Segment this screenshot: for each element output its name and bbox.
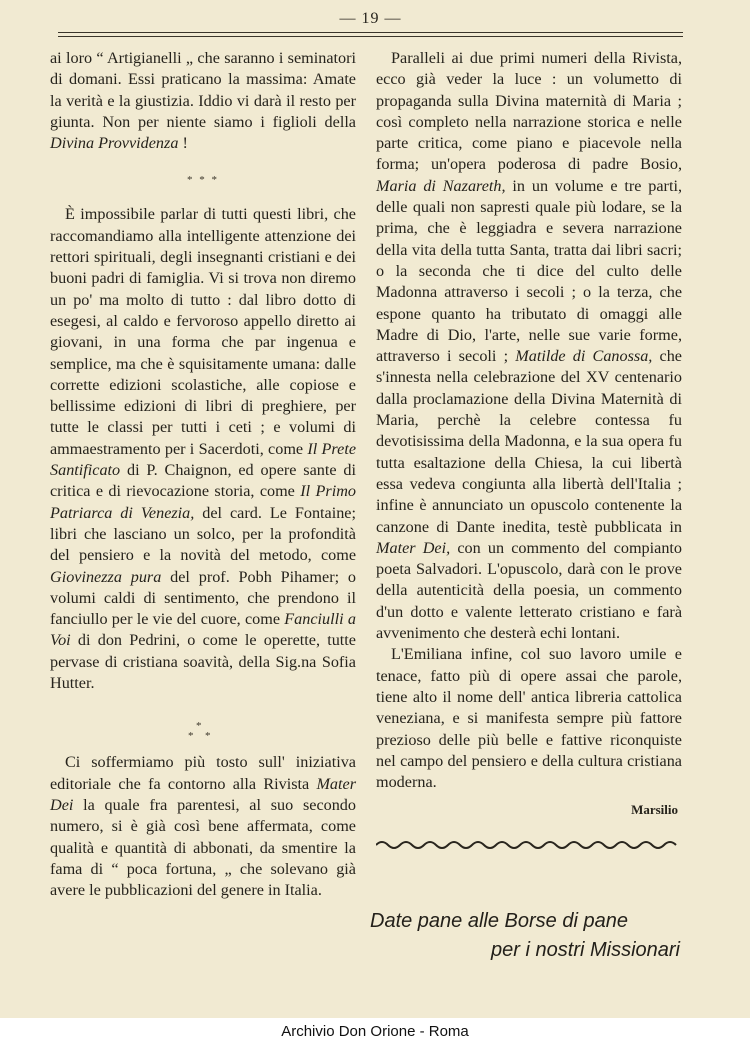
header-rule-lower (58, 36, 683, 37)
paragraph-mater-dei: Ci soffermiamo più tosto sull' iniziativa editoriale che fa contorno alla Rivista Mater Dei la quale fra parentesi, al suo secondo numero, si è già così bene affermata, come qualità e quantità di abbonati, da smentire la fama di “ poca fortuna, „ che solevano già avere le pubblicazioni del genere in Italia. (50, 753, 356, 900)
paragraph-artigianelli: ai loro “ Artigianelli „ che saranno i seminatori di domani. Essi praticano la massima: Amate la verità e la giustizia. Iddio vi darà il resto per giunta. Non per niente siamo i figlioli della Divina Provvidenza ! (50, 49, 356, 153)
asterism-separator: * * * (188, 720, 211, 743)
author-signature: Marsilio (631, 802, 678, 818)
appeal-line-1: Date pane alle Borse di pane (370, 910, 628, 932)
missionary-appeal (370, 907, 680, 965)
paragraph-emiliana: L'Emiliana infine, col suo lavoro umile e tenace, fatto più di opere assai che parole, tiene alto il nome dell' antica libreria cattolica veneziana, e si manifesta sempre più fattore prezioso delle più belle e fattive riconquiste nel campo del pensiero e della cultura cristiana moderna. (376, 645, 682, 792)
paragraph-paralleli: Paralleli ai due primi numeri della Rivista, ecco già veder la luce : un volumetto di propaganda sulla Divina maternità di Maria ; così completo nella narrazione storica e nelle parte critica, come piano e piacevole nella forma; un'opera poderosa di padre Bosio, Maria di Nazareth, in un volume e tre parti, delle quali non sapresti quale più lodare, se la prima, che è leggiadra e severa narrazione della vita della tutta Santa, tratta dai libri sacri; o la seconda che ti dice del culto delle Madonna attraverso i secoli ; o la terza, che espone quanto ha tributato di omaggi alle Madre di Dio, l'arte, nelle sue varie forme, attraverso i secoli ; Matilde di Canossa, che s'innesta nella celebrazione del XV centenario dalla proclamazione della Divina Maternità di Maria, perchè la celebre contessa fu devotisissima della Madonna, e la sua opera fu tutta esaltazione della Chiesa, la cui libertà essa vedeva congiunta alla libertà dell'Italia ; infine è annunciato un opuscolo contenente la canzone di Dante inedita, testè pubblicata in Mater Dei, con un commento del compianto poeta Salvadori. L'opuscolo, darà con le prove della autenticità della poesia, un commento d'un dotto e valente letterato cristiano e farà avvenimento che desterà echi lontani. (376, 49, 682, 643)
ornamental-rule (376, 839, 682, 851)
right-column (376, 48, 682, 851)
paragraph-libri: È impossibile parlar di tutti questi libri, che raccomandiamo alla intelligente attenzione dei rettori spirituali, degli insegnanti cristiani e dei buoni padri di famiglia. Vi si trova non diremo un po' ma molto di tutto : dal libro dotto di esegesi, al caldo e fervoroso appello diretto ai giovani, in una forma che par ingenua e semplice, ma che è squisitamente umana: dalle corrette edizioni scolastiche, alle copiose e bellissime edizioni di libri di preghiere, per tutte le classi per tutti i ceti ; e volumi di ammaestramento per i Sacerdoti, come Il Prete Santificato di P. Chaignon, ed opere sante di critica e di rievocazione storia, come Il Primo Patriarca di Venezia, del card. Le Fontaine; libri che lasciano un solco, per la profondità del pensiero e la novità del metodo, come Giovinezza pura del prof. Pobh Pihamer; o volumi caldi di sentimento, che prendono il fanciullo per le vie del cuore, come Fanciulli a Voi di don Pedrini, o come le operette, tutte pervase di cristiana soavità, della Sig.na Sofia Hutter. (50, 205, 357, 693)
page-number: — 19 — (339, 10, 402, 27)
page-header (58, 8, 683, 36)
left-column (50, 48, 356, 901)
section-separator: * * * (187, 174, 219, 187)
header-rule (58, 32, 683, 33)
archive-footer: Archivio Don Orione - Roma (0, 1018, 750, 1045)
appeal-line-2: per i nostri Missionari (491, 939, 680, 961)
